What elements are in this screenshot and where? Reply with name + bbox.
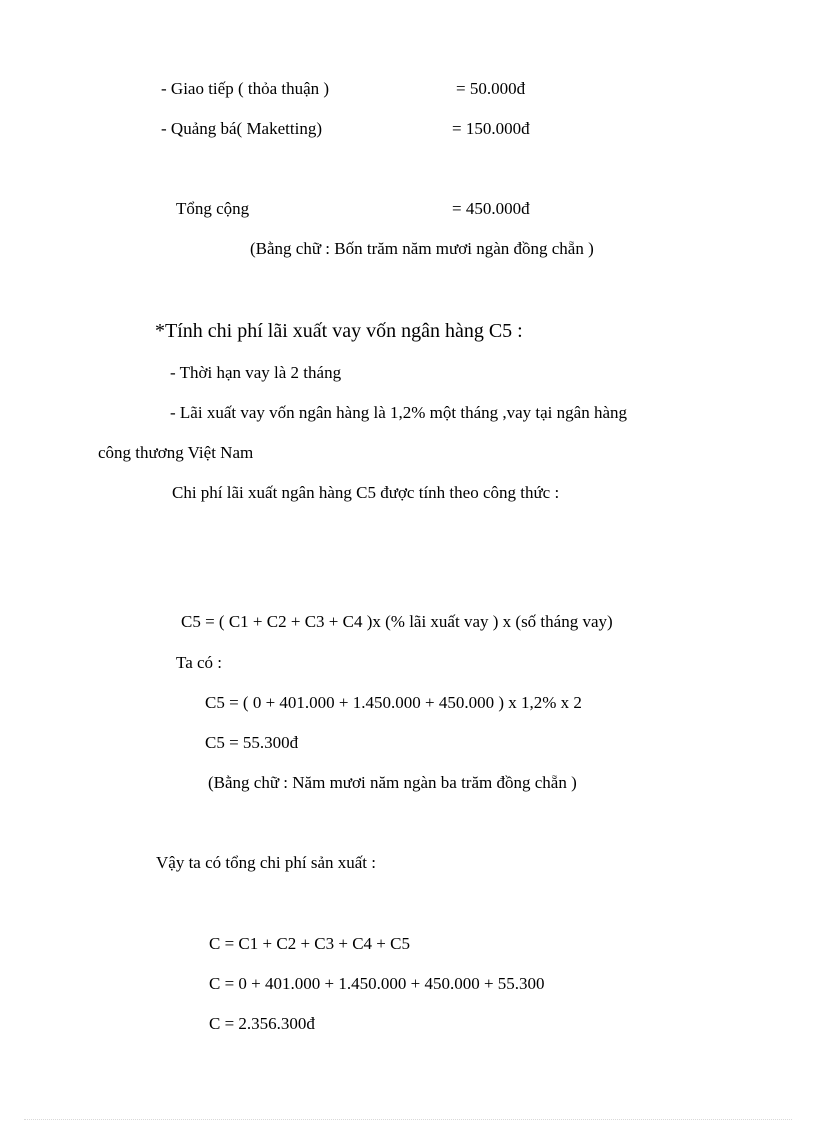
total-formula: C = C1 + C2 + C3 + C4 + C5 xyxy=(209,934,410,953)
c5-calc: C5 = ( 0 + 401.000 + 1.450.000 + 450.000 ) x 1,2% x 2 xyxy=(205,693,582,712)
c5-ta-co: Ta có : xyxy=(176,653,223,672)
c5-term: - Thời hạn vay là 2 tháng xyxy=(170,363,342,382)
quang-ba-label: - Quảng bá( Maketting) xyxy=(161,119,322,138)
tong-cong-label: Tổng cộng xyxy=(176,199,250,218)
c5-heading: *Tính chi phí lãi xuất vay vốn ngân hàng C5 : xyxy=(155,320,523,342)
c5-formula: C5 = ( C1 + C2 + C3 + C4 )x (% lãi xuất vay ) x (số tháng vay) xyxy=(181,612,613,631)
c5-rate-line2: công thương Việt Nam xyxy=(98,443,254,462)
c5-formula-intro: Chi phí lãi xuất ngân hàng C5 được tính theo công thức : xyxy=(172,483,560,502)
total-calc: C = 0 + 401.000 + 1.450.000 + 450.000 + 55.300 xyxy=(209,974,545,993)
c5-bang-chu: (Bằng chữ : Năm mươi năm ngàn ba trăm đồng chẵn ) xyxy=(208,773,577,792)
c5-rate-line1: - Lãi xuất vay vốn ngân hàng là 1,2% một tháng ,vay tại ngân hàng xyxy=(170,403,627,422)
quang-ba-value: = 150.000đ xyxy=(452,119,530,138)
page-bottom-divider xyxy=(24,1119,792,1120)
c5-result: C5 = 55.300đ xyxy=(205,733,299,752)
tong-cong-bang-chu: (Bằng chữ : Bốn trăm năm mươi ngàn đồng chẵn ) xyxy=(250,239,594,258)
giao-tiep-label: - Giao tiếp ( thỏa thuận ) xyxy=(161,79,330,98)
giao-tiep-value: = 50.000đ xyxy=(456,79,526,98)
tong-cong-value: = 450.000đ xyxy=(452,199,530,218)
total-intro: Vậy ta có tổng chi phí sản xuất : xyxy=(156,853,377,872)
total-result: C = 2.356.300đ xyxy=(209,1014,315,1033)
